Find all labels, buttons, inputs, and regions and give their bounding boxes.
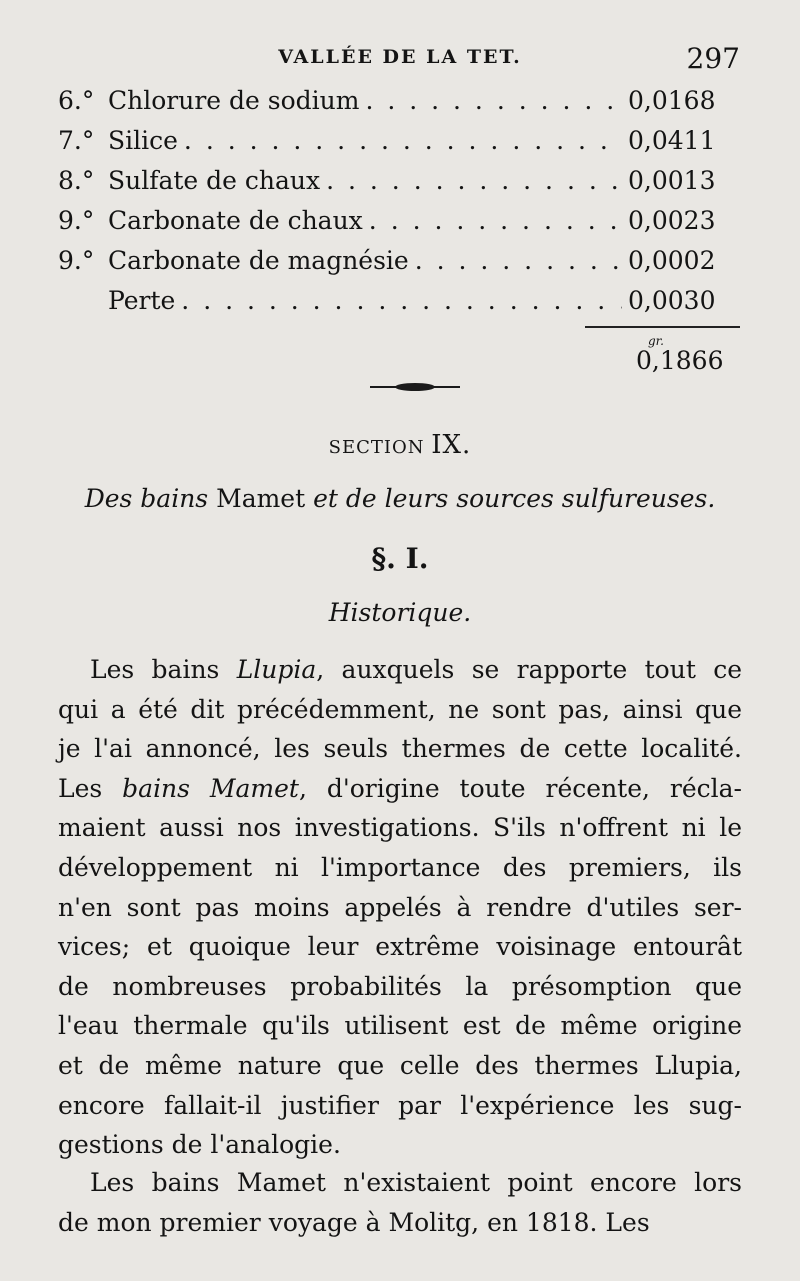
row-label: Carbonate de magnésie [108, 246, 409, 275]
analysis-table [58, 86, 738, 326]
row-number: 6.° [58, 86, 95, 115]
leader-dots [326, 166, 622, 195]
text-line: développement ni l'importance des premiers, ils [58, 852, 742, 882]
leader-dots [369, 206, 622, 235]
section-title-part3: et de leurs sources sulfureuses. [313, 484, 716, 513]
paragraph-mark: §. I. [371, 542, 429, 575]
row-value: 0,0002 [628, 246, 716, 275]
row-value: 0,0411 [628, 126, 716, 155]
running-head: VALLÉE DE LA TET. [278, 46, 522, 68]
page-header [60, 42, 740, 78]
section-label [0, 430, 800, 460]
row-value: 0,0023 [628, 206, 716, 235]
total-value: 0,1866 [636, 346, 724, 375]
total-unit: gr. [648, 334, 664, 348]
text-line: de nombreuses probabilités la présomption que [58, 971, 742, 1001]
table-row [58, 166, 738, 206]
page-number: 297 [686, 42, 740, 75]
table-row [58, 286, 738, 326]
row-value: 0,0168 [628, 86, 716, 115]
section-title-part2: Mamet [216, 484, 306, 513]
leader-dots [184, 126, 622, 155]
text-line: l'eau thermale qu'ils utilisent est de même origine [58, 1011, 742, 1041]
row-value: 0,0030 [628, 286, 716, 315]
row-label: Chlorure de sodium [108, 86, 360, 115]
row-number: 9.° [58, 206, 95, 235]
text-line: Les bains Mamet n'existaient point encore lors [90, 1168, 742, 1197]
table-row [58, 86, 738, 126]
row-label: Perte [108, 286, 176, 315]
text-line: gestions de l'analogie. [58, 1130, 341, 1160]
section-word: SECTION [328, 437, 425, 458]
text-line: qui a été dit précédemment, ne sont pas, ainsi que [58, 694, 742, 724]
text-line: vices; et quoique leur extrême voisinage entourât [58, 932, 742, 962]
text-line: maient aussi nos investigations. S'ils n'offrent ni le [58, 813, 742, 843]
paragraph-1 [58, 650, 742, 1165]
text-line: Les bains Llupia, auxquels se rapporte tout ce [90, 655, 742, 684]
row-number: 8.° [58, 166, 95, 195]
text-line: je l'ai annoncé, les seuls thermes de cette localité. [58, 734, 742, 764]
section-number: IX. [431, 430, 472, 460]
row-label: Silice [108, 126, 178, 155]
row-value: 0,0013 [628, 166, 716, 195]
section-title [0, 484, 800, 513]
text-line: encore fallait-il justifier par l'expérience les sug- [58, 1090, 742, 1120]
ornament-divider [0, 372, 800, 402]
subheading: Historique. [328, 598, 472, 627]
row-label: Sulfate de chaux [108, 166, 321, 195]
row-label: Carbonate de chaux [108, 206, 363, 235]
text-line: Les bains Mamet, d'origine toute récente, récla- [58, 773, 742, 803]
section-title-part1: Des bains [84, 484, 209, 513]
paragraph-2 [58, 1163, 742, 1242]
table-row [58, 126, 738, 166]
text-line: n'en sont pas moins appelés à rendre d'utiles ser- [58, 892, 742, 922]
table-row [58, 246, 738, 286]
leader-dots [181, 286, 622, 315]
total-rule [585, 326, 740, 328]
text-line: de mon premier voyage à Molitg, en 1818. Les [58, 1207, 650, 1237]
table-row [58, 206, 738, 246]
row-number: 9.° [58, 246, 95, 275]
leader-dots [365, 86, 622, 115]
leader-dots [415, 246, 622, 275]
row-number: 7.° [58, 126, 95, 155]
text-line: et de même nature que celle des thermes Llupia, [58, 1050, 742, 1080]
